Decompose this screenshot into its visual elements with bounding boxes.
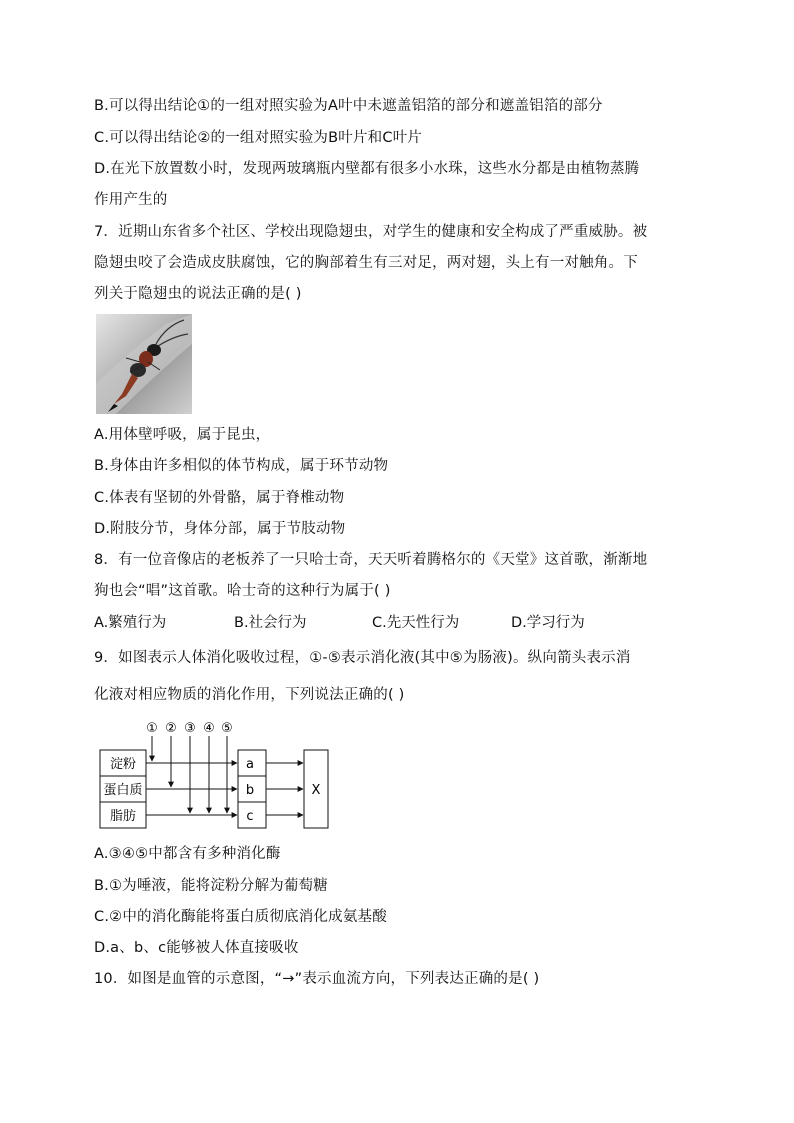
q9-option-c: C.②中的消化酶能将蛋白质彻底消化成氨基酸 [94, 909, 387, 925]
q8-option-c: C.先天性行为 [372, 615, 460, 631]
q7-stem-line1: 7．近期山东省多个社区、学校出现隐翅虫，对学生的健康和安全构成了严重威胁。被 [94, 224, 648, 240]
q6-option-c: C.可以得出结论②的一组对照实验为B叶片和C叶片 [94, 130, 423, 146]
q10-stem-line1: 10．如图是血管的示意图，“→”表示血流方向，下列表达正确的是( ) [94, 971, 540, 987]
q6-option-d-line2: 作用产生的 [94, 192, 168, 208]
q9-stem-line2: 化液对相应物质的消化作用，下列说法正确的( ) [94, 687, 405, 703]
product-a: a [246, 757, 254, 772]
q7-option-b: B.身体由许多相似的体节构成，属于环节动物 [94, 458, 389, 474]
q7-option-d: D.附肢分节，身体分部，属于节肢动物 [94, 521, 346, 537]
juice-label-5: ⑤ [221, 721, 233, 736]
nutrient-fat: 脂肪 [109, 809, 137, 824]
product-b: b [245, 783, 255, 798]
q7-stem-line3: 列关于隐翅虫的说法正确的是( ) [94, 286, 302, 302]
result-x: X [311, 783, 321, 798]
q9-option-b: B.①为唾液，能将淀粉分解为葡萄糖 [94, 878, 328, 894]
juice-label-4: ④ [203, 721, 215, 736]
q8-stem-line2: 狗也会“唱”这首歌。哈士奇的这种行为属于( ) [94, 583, 391, 599]
q9-stem-line1: 9．如图表示人体消化吸收过程，①-⑤表示消化液(其中⑤为肠液)。纵向箭头表示消 [94, 650, 631, 666]
q6-option-d-line1: D.在光下放置数小时，发现两玻璃瓶内壁都有很多小水珠，这些水分都是由植物蒸腾 [94, 161, 640, 177]
q7-option-c: C.体表有坚韧的外骨骼，属于脊椎动物 [94, 490, 345, 506]
digestion-diagram [96, 716, 336, 836]
q7-stem-line2: 隐翅虫咬了会造成皮肤腐蚀，它的胸部着生有三对足，两对翅，头上有一对触角。下 [94, 255, 638, 271]
juice-label-1: ① [146, 721, 158, 736]
nutrient-starch: 淀粉 [109, 757, 137, 772]
q8-stem-line1: 8．有一位音像店的老板养了一只哈士奇，天天听着腾格尔的《天堂》这首歌，渐渐地 [94, 552, 648, 568]
q6-option-b: B.可以得出结论①的一组对照实验为A叶中未遮盖铝箔的部分和遮盖铝箔的部分 [94, 98, 603, 114]
q8-option-a: A.繁殖行为 [94, 615, 167, 631]
q7-option-a: A.用体壁呼吸，属于昆虫， [94, 427, 271, 443]
insect-photo [96, 314, 192, 414]
product-c: c [246, 809, 254, 824]
juice-label-3: ③ [184, 721, 196, 736]
q9-option-d: D.a、b、c能够被人体直接吸收 [94, 940, 299, 956]
q8-option-b: B.社会行为 [234, 615, 307, 631]
q9-option-a: A.③④⑤中都含有多种消化酶 [94, 846, 281, 862]
q8-option-d: D.学习行为 [511, 615, 585, 631]
insect-photo-icon [96, 314, 192, 414]
juice-label-2: ② [165, 721, 177, 736]
nutrient-protein: 蛋白质 [103, 783, 143, 798]
